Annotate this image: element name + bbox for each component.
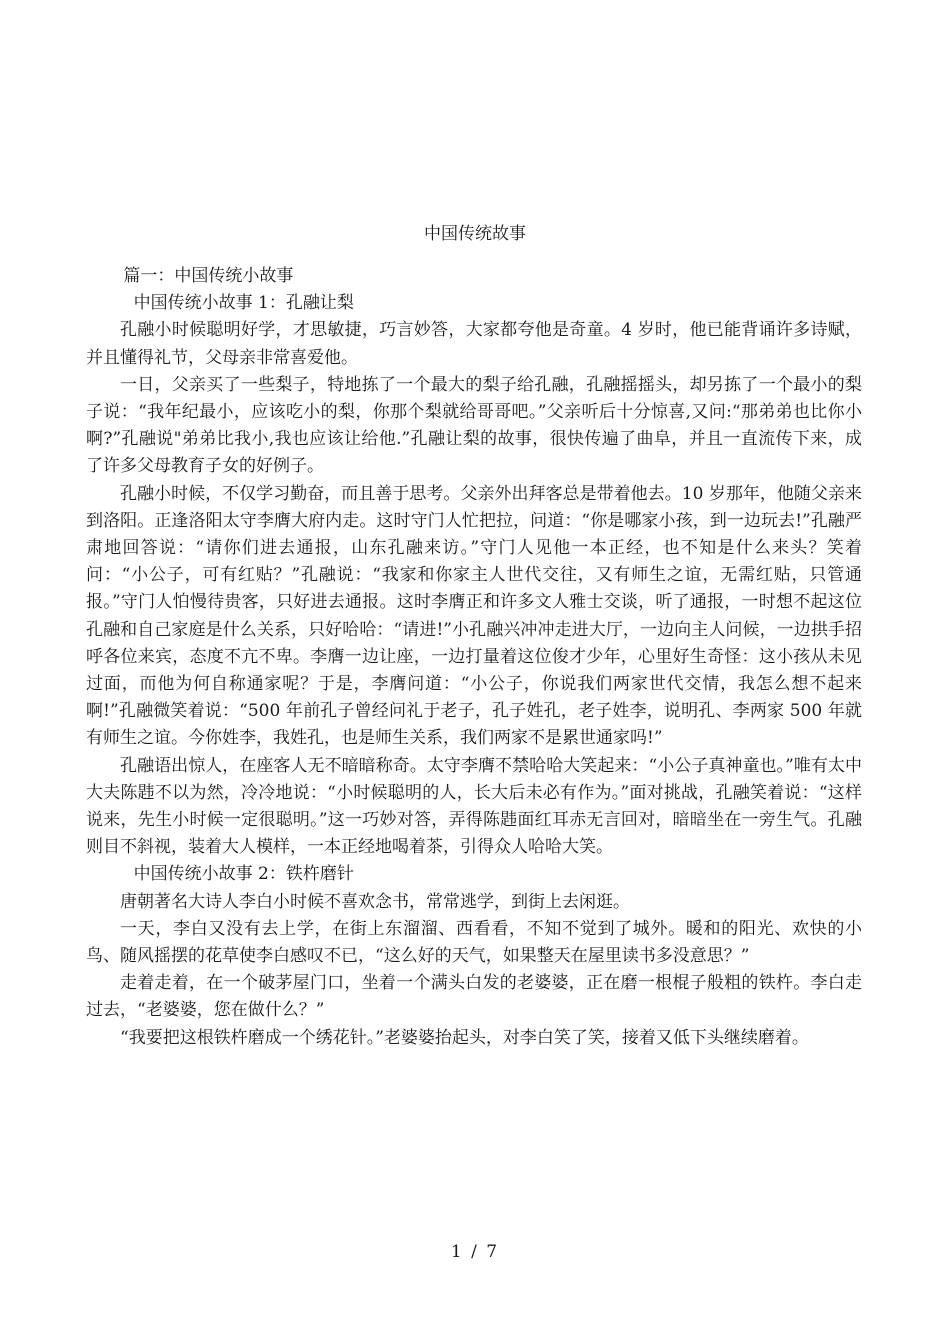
story-heading: 中国传统小故事 1：孔融让梨 [133, 293, 354, 314]
paragraph: 孔融小时候聪明好学，才思敏捷，巧言妙答，大家都夸他是奇童。4 岁时，他已能背诵许多诗赋，并且懂得礼节，父母亲非常喜爱他。 [86, 320, 862, 368]
paragraph: 一日，父亲买了一些梨子，特地拣了一个最大的梨子给孔融，孔融摇摇头，却另拣了一个最小的梨子说：“我年纪最小，应该吃小的梨，你那个梨就给哥哥吧。”父亲听后十分惊喜,又问:“那弟弟也比你小啊?”孔融说"弟弟比我小,我也应该让给他.”孔融让梨的故事，很快传遍了曲阜，并且一直流传下来，成了许多父母教育子女的好例子。 [86, 374, 862, 477]
story-heading: 中国传统小故事 2：铁杵磨针 [133, 864, 354, 885]
page-number: 1 / 7 [450, 1242, 500, 1262]
paragraph: 一天，李白又没有去上学，在街上东溜溜、西看看，不知不觉到了城外。暖和的阳光、欢快的小鸟、随风摇摆的花草使李白感叹不已，“这么好的天气，如果整天在屋里读书多没意思？” [86, 918, 862, 967]
paragraph: 孔融小时候，不仅学习勤奋，而且善于思考。父亲外出拜客总是带着他去。10 岁那年，他随父亲来到洛阳。正逢洛阳太守李膺大府内走。这时守门人忙把拉，问道：“你是哪家小孩，到一边玩去!”孔融严肃地回答说：“请你们进去通报，山东孔融来访。”守门人见他一本正经，也不知是什么来头？笑着问：“小公子，可有红贴？”孔融说：“我家和你家主人世代交往，又有师生之谊，无需红贴，只管通报。”守门人怕慢待贵客，只好进去通报。这时李膺正和许多文人雅士交谈，听了通报，一时想不起这位孔融和自己家庭是什么关系，只好哈哈：“请进!”小孔融兴冲冲走进大厅，一边向主人问候，一边拱手招呼各位来宾，态度不亢不卑。李膺一边让座，一边打量着这位俊才少年，心里好生奇怪：这小孩从未见过面，而他为何自称通家呢？于是，李膺问道：“小公子，你说我们两家世代交情，我怎么想不起来啊!”孔融微笑着说：“500 年前孔子曾经问礼于老子，孔子姓孔，老子姓李，说明孔、李两家 500 年就有师生之谊。今你姓李，我姓孔，也是师生关系，我们两家不是累世通家吗!” [86, 483, 862, 749]
document-title: 中国传统故事 [424, 224, 526, 244]
section-heading: 篇一：中国传统小故事 [123, 266, 294, 286]
paragraph: “我要把这根铁杵磨成一个绣花针。”老婆婆抬起头，对李白笑了笑，接着又低下头继续磨着。 [120, 1027, 809, 1048]
paragraph: 唐朝著名大诗人李白小时候不喜欢念书，常常逃学，到街上去闲逛。 [120, 891, 630, 912]
document-body [86, 263, 862, 1052]
paragraph: 孔融语出惊人，在座客人无不暗暗称奇。太守李膺不禁哈哈大笑起来：“小公子真神童也。”唯有太中大夫陈韪不以为然，冷冷地说：“小时候聪明的人，长大后未必有作为。”面对挑战，孔融笑着说：“这样说来，先生小时候一定很聪明。”这一巧妙对答，弄得陈韪面红耳赤无言回对，暗暗坐在一旁生气。孔融则目不斜视，装着大人模样，一本正经地喝着茶，引得众人哈哈大笑。 [86, 755, 862, 858]
paragraph: 走着走着，在一个破茅屋门口，坐着一个满头白发的老婆婆，正在磨一根棍子般粗的铁杵。李白走过去，“老婆婆，您在做什么？” [86, 973, 862, 1021]
